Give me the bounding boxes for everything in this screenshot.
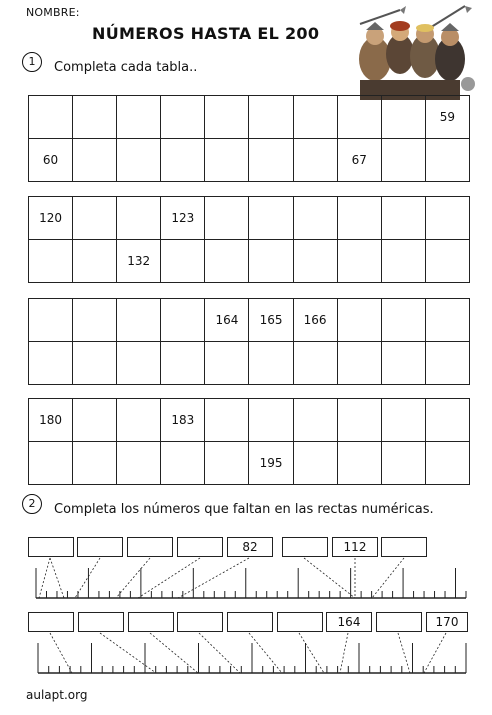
number-line-2-box[interactable]: 164 (326, 612, 372, 632)
name-label: NOMBRE: (26, 6, 80, 19)
worksheet-title: NÚMEROS HASTA EL 200 (92, 24, 320, 43)
table-cell[interactable]: 183 (161, 399, 205, 442)
number-line-1-box[interactable]: 82 (227, 537, 273, 557)
section-2-instruction: Completa los números que faltan en las rectas numéricas. (54, 502, 434, 517)
table-cell[interactable]: 67 (337, 139, 381, 182)
table-cell[interactable]: 60 (29, 139, 73, 182)
table-cell[interactable]: 180 (29, 399, 73, 442)
table-cell[interactable]: 165 (249, 299, 293, 342)
table-cell[interactable]: 164 (205, 299, 249, 342)
table-cell[interactable]: 132 (117, 240, 161, 283)
section-1-instruction: Completa cada tabla.. (54, 60, 198, 75)
table-cell[interactable]: 195 (249, 442, 293, 485)
table-cell[interactable]: 166 (293, 299, 337, 342)
table-cell[interactable]: 59 (425, 96, 469, 139)
table-cell[interactable]: 120 (29, 197, 73, 240)
number-line-2 (38, 633, 466, 673)
number-line-1 (36, 558, 466, 598)
number-line-2-box[interactable]: 170 (426, 612, 468, 632)
section-1-number: 1 (22, 52, 42, 72)
number-line-1-box[interactable]: 112 (332, 537, 378, 557)
table-cell[interactable]: 123 (161, 197, 205, 240)
footer-site: aulapt.org (26, 688, 88, 702)
section-2-number: 2 (22, 494, 42, 514)
